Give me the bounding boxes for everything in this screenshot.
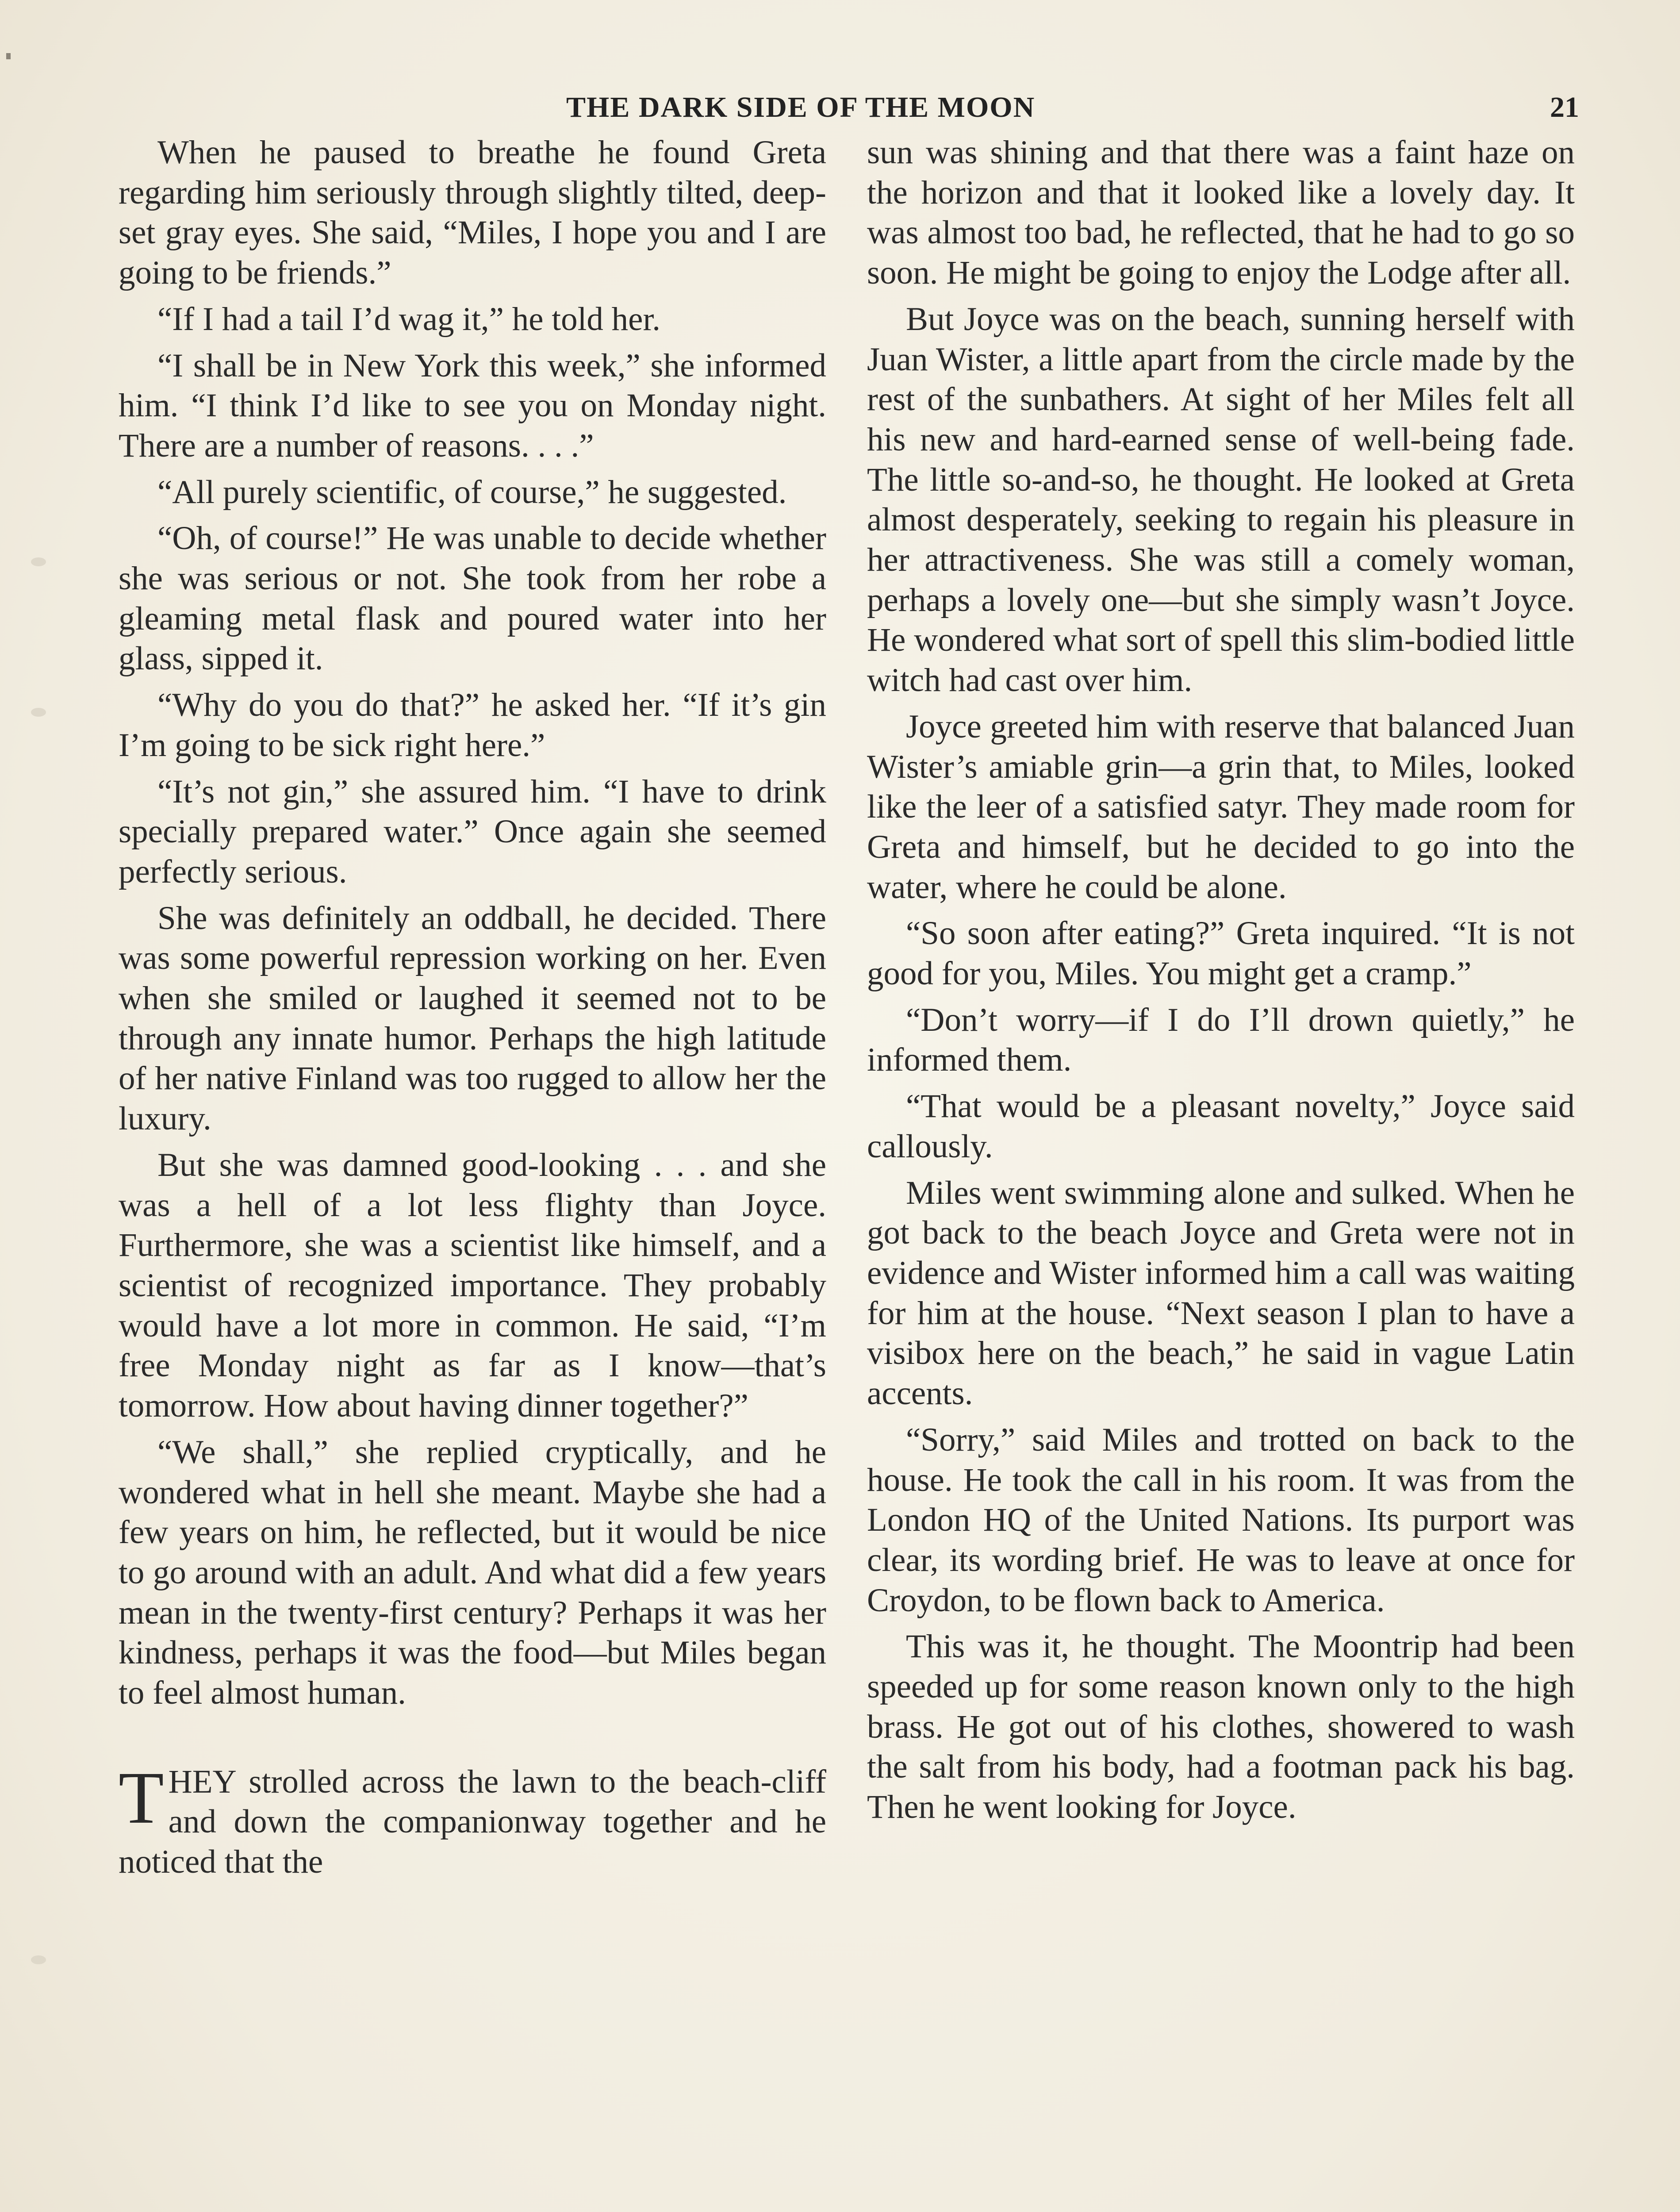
paragraph: Miles went swimming alone and sulked. When he got back to the beach Joyce and Greta were not in evidence and Wister informed him a call was waiting for him at the house. “Next season I plan to have a visibox here on the beach,” he said in vague Latin accents. [867,1174,1575,1412]
paragraph: “It’s not gin,” she assured him. “I have to drink specially prepared water.” Once again she seemed perfectly serious. [119,773,826,890]
paragraph: “Why do you do that?” he asked her. “If it’s gin I’m going to be sick right here.” [119,687,826,764]
paragraph: This was it, he thought. The Moontrip had been speeded up for some reason known only to the high brass. He got out of his clothes, showered to wash the salt from his body, had a footman pack his bag. Then he went looking for Joyce. [867,1628,1575,1826]
paragraph: Joyce greeted him with reserve that balanced Juan Wister’s amiable grin—a grin that, to Miles, looked like the leer of a satisfied satyr. They made room for Greta and himself, but he decided to go into the water, where he could be alone. [867,708,1575,906]
drop-cap: T [119,1756,164,1839]
paragraph: But she was damned good-looking . . . and she was a hell of a lot less flighty than Joyce. Furthermore, she was a scientist like himself, and a scientist of recognized importance. They probably would have a lot more in common. He said, “I’m free Monday night as far as I know—that’s tomorrow. How about having dinner together?” [119,1146,826,1425]
paragraph: “Oh, of course!” He was unable to decide whether she was serious or not. She took from her robe a gleaming metal flask and poured water into her glass, sipped it. [119,520,826,677]
paragraph: But Joyce was on the beach, sunning herself with Juan Wister, a little apart from the circle made by the rest of the sunbathers. At sight of her Miles felt all his new and hard-earned sense of well-being fade. The little so-and-so, he thought. He looked at Greta almost desperately, seeking to regain his pleasure in her attractiveness. She was still a comely woman, perhaps a lovely one—but she simply wasn’t Joyce. He wondered what sort of spell this slim-bodied little witch had cast over him. [867,300,1575,699]
page-number: 21 [1550,91,1579,123]
paragraph: When he paused to breathe he found Greta regarding him seriously through slightly tilted, deep-set gray eyes. She said, “Miles, I hope you and I are going to be friends.” [119,134,826,292]
margin-mark [31,557,46,566]
paragraph: “So soon after eating?” Greta inquired. “It is not good for you, Miles. You might get a cramp.” [867,915,1575,992]
paragraph: “That would be a pleasant novelty,” Joyce said callously. [867,1088,1575,1165]
paragraph: “If I had a tail I’d wag it,” he told her. [157,300,661,338]
margin-mark [31,1955,46,1964]
paragraph: She was definitely an oddball, he decided. There was some powerful repression working on her. Even when she smiled or laughed it seemed not to be through any innate humor. Perhaps the high latitude of her native Finland was too rugged to allow her the luxury. [119,899,826,1137]
paragraph: sun was shining and that there was a faint haze on the horizon and that it looked like a lovely day. It was almost too bad, he reflected, that he had to go so soon. He might be going to enjoy the Lodge after all. [867,134,1575,292]
right-column [867,133,1575,1834]
paragraph: “All purely scientific, of course,” he suggested. [157,473,787,511]
margin-mark [31,708,46,717]
running-header [119,91,1579,126]
running-title: THE DARK SIDE OF THE MOON [566,91,1036,123]
section-start-paragraph [119,1756,826,1882]
paragraph: “We shall,” she replied cryptically, and he wondered what in hell she meant. Maybe she had a few years on him, he reflected, but it would be nice to go around with an adult. And what did a few years mean in the twenty-first century? Perhaps it was her kindness, perhaps it was the food—but Miles began to feel almost human. [119,1433,826,1712]
paragraph-text: HEY strolled across the lawn to the beach-cliff and down the companionway together and he noticed that the [119,1763,826,1881]
corner-mark [6,53,11,59]
paragraph: “I shall be in New York this week,” she informed him. “I think I’d like to see you on Monday night. There are a number of reasons. . . .” [119,347,826,464]
paragraph: “Don’t worry—if I do I’ll drown quietly,” he informed them. [867,1001,1575,1079]
paragraph: “Sorry,” said Miles and trotted on back to the house. He took the call in his room. It was from the London HQ of the United Nations. Its purport was clear, its wording brief. He was to leave at once for Croydon, to be flown back to America. [867,1421,1575,1619]
left-column [119,133,826,1889]
